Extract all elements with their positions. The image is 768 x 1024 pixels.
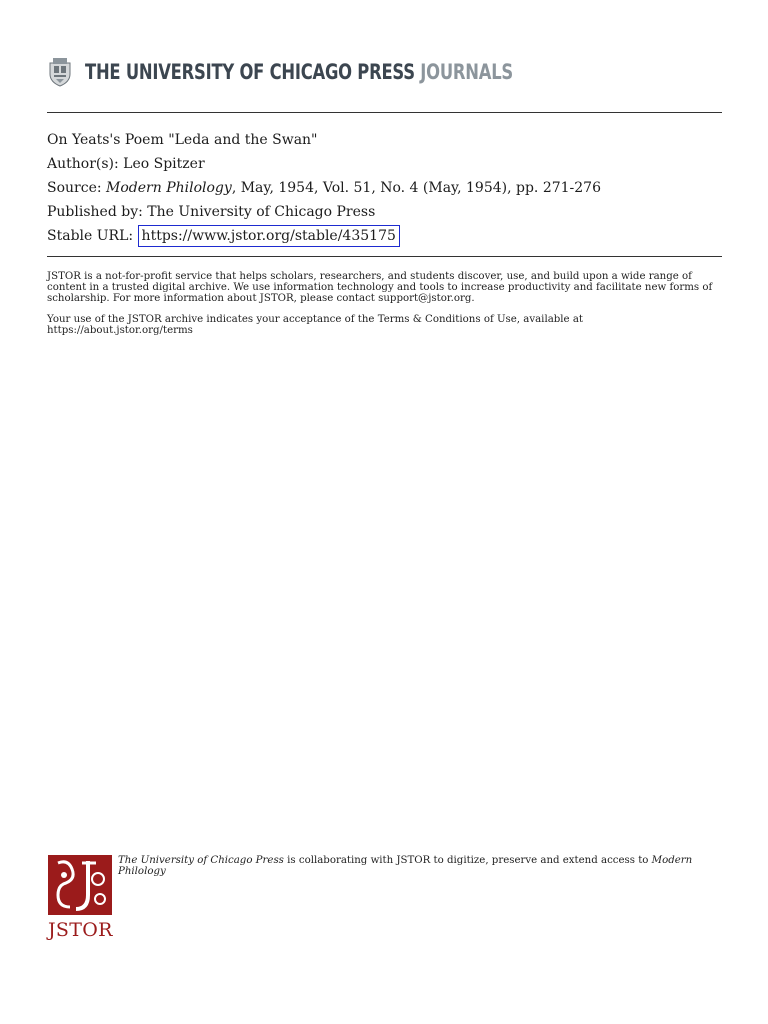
jstor-logo — [48, 855, 114, 941]
jstor-about-notice: JSTOR is a not-for-profit service that helps scholars, researchers, and students discover, use, and build upon a wide range of content in a trusted digital archive. We use information technology and tools to increase productivity and facilitate new forms of scholarship. For more information about JSTOR, please contact support@jstor.org. — [47, 271, 713, 304]
publisher-wordmark — [85, 60, 513, 84]
jstor-footer — [48, 855, 728, 945]
university-crest-icon — [47, 57, 73, 87]
article-metadata — [47, 128, 601, 248]
authors-value: Leo Spitzer — [123, 156, 205, 172]
published-line — [47, 200, 601, 224]
stable-url-label: Stable URL: — [47, 228, 134, 244]
publisher-header — [47, 56, 634, 88]
collab-text: is collaborating with JSTOR to digitize, preserve and extend access to — [283, 855, 652, 866]
stable-url-line — [47, 224, 601, 248]
collaboration-statement — [118, 855, 718, 877]
source-line — [47, 176, 601, 200]
source-details: , May, 1954, Vol. 51, No. 4 (May, 1954), pp. 271-276 — [231, 180, 601, 196]
journal-name: Modern Philology — [118, 855, 693, 877]
authors-label: Author(s): — [47, 156, 119, 172]
jstor-logo-text: JSTOR — [48, 919, 113, 941]
publisher-name: THE UNIVERSITY OF CHICAGO PRESS — [85, 60, 415, 84]
source-label: Source: — [47, 180, 102, 196]
publisher-value: The University of Chicago Press — [147, 204, 376, 220]
authors-line — [47, 152, 601, 176]
bottom-divider — [47, 256, 722, 257]
stable-url-link[interactable]: https://www.jstor.org/stable/435175 — [138, 225, 400, 247]
published-label: Published by: — [47, 204, 143, 220]
jstor-emblem-icon — [48, 855, 112, 915]
press-name: The University of Chicago Press — [118, 855, 284, 866]
source-journal: Modern Philology — [106, 180, 232, 196]
article-title: On Yeats's Poem "Leda and the Swan" — [47, 132, 318, 148]
terms-notice: Your use of the JSTOR archive indicates your acceptance of the Terms & Conditions of Use, available at https://about.jstor.org/terms — [47, 314, 583, 336]
top-divider — [47, 112, 722, 113]
journals-label: JOURNALS — [420, 60, 513, 84]
